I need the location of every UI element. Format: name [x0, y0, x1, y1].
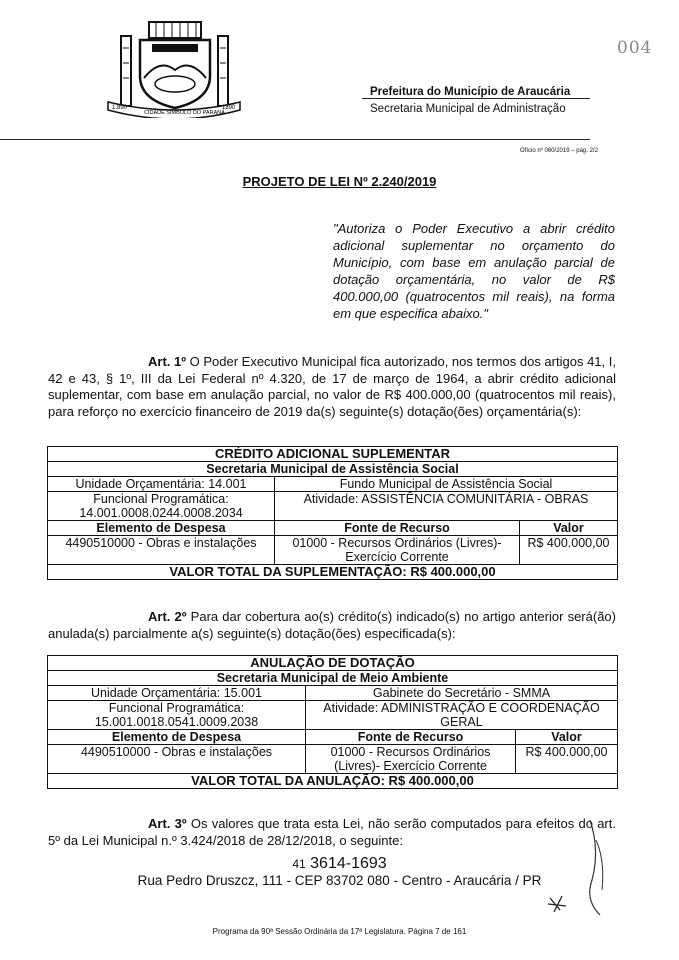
header-divider	[362, 98, 590, 99]
col-header-valor: Valor	[520, 521, 618, 536]
article-text: Para dar cobertura ao(s) crédito(s) indicado(s) no artigo anterior será(ão) anulada(s) parcialmente a(s) seguinte(s) dotação(ões) especificada(s):	[48, 609, 616, 641]
department-name: Secretaria Municipal de Administração	[370, 103, 566, 115]
table-funcional: Funcional Programática: 14.001.0008.0244.0008.2034	[48, 492, 275, 521]
table-unidade: Unidade Orçamentária: 15.001	[48, 686, 306, 701]
municipal-crest-logo	[104, 18, 244, 118]
phone-number: 3614-1693	[310, 855, 387, 872]
article-2	[48, 609, 616, 642]
table-gabinete: Gabinete do Secretário - SMMA	[306, 686, 618, 701]
document-reference: Ofício nº 060/2019 – pág. 2/2	[520, 148, 598, 154]
table-fundo: Fundo Municipal de Assistência Social	[275, 477, 618, 492]
page-stamp-number: 004	[617, 38, 653, 58]
page-title: PROJETO DE LEI Nº 2.240/2019	[242, 174, 437, 189]
article-label: Art. 3º	[148, 816, 187, 831]
table-secretaria: Secretaria Municipal de Assistência Social	[48, 462, 618, 477]
article-label: Art. 1º	[148, 354, 186, 369]
article-text: Os valores que trata esta Lei, não serão computados para efeitos do art. 5º da Lei Municipal n.º 3.424/2018 de 28/12/2018, o seguinte:	[48, 816, 616, 848]
cell-valor: R$ 400.000,00	[520, 536, 618, 565]
org-name: Prefeitura do Município de Araucária	[370, 86, 571, 98]
table-atividade: Atividade: ASSISTÊNCIA COMUNITÁRIA - OBRAS	[275, 492, 618, 521]
article-text: O Poder Executivo Municipal fica autorizado, nos termos dos artigos 41, I, 42 e 43, § 1º, III da Lei Federal nº 4.320, de 17 de março de 1964, a abrir crédito adicional suplementar, com base em anulação parcial, no valor de R$ 400.000,00 (quatrocentos mil reais), para reforço no exercício financeiro de 2019 da(s) seguinte(s) dotação(ões) orçamentária(s):	[48, 354, 616, 419]
col-header-elemento: Elemento de Despesa	[48, 521, 275, 536]
svg-text:CIDADE SÍMBOLO DO PARANÁ: CIDADE SÍMBOLO DO PARANÁ	[144, 110, 225, 116]
table-title: CRÉDITO ADICIONAL SUPLEMENTAR	[48, 447, 618, 462]
col-header-valor: Valor	[516, 730, 618, 745]
col-header-fonte: Fonte de Recurso	[306, 730, 516, 745]
cell-fonte: 01000 - Recursos Ordinários (Livres)- Exercício Corrente	[275, 536, 520, 565]
table-secretaria: Secretaria Municipal de Meio Ambiente	[48, 671, 618, 686]
svg-text:1890: 1890	[222, 105, 236, 111]
ementa-text: "Autoriza o Poder Executivo a abrir crédito adicional suplementar no orçamento do Município, com base em anulação parcial de dotação orçamentária, no valor de R$ 400.000,00 (quatrocentos mil reais), na forma em que especifica abaixo."	[333, 221, 615, 321]
col-header-fonte: Fonte de Recurso	[275, 521, 520, 536]
cell-fonte: 01000 - Recursos Ordinários (Livres)- Exercício Corrente	[306, 745, 516, 774]
annulment-table	[47, 655, 618, 789]
col-header-elemento: Elemento de Despesa	[48, 730, 306, 745]
cell-elemento: 4490510000 - Obras e instalações	[48, 745, 306, 774]
cell-elemento: 4490510000 - Obras e instalações	[48, 536, 275, 565]
table-title: ANULAÇÃO DE DOTAÇÃO	[48, 656, 618, 671]
table-atividade: Atividade: ADMINISTRAÇÃO E COORDENAÇÃO GERAL	[306, 701, 618, 730]
handwritten-signature	[530, 820, 620, 930]
page-footer: Programa da 90ª Sessão Ordinária da 17ª Legislatura. Página 7 de 161	[212, 927, 467, 936]
table-funcional: Funcional Programática: 15.001.0018.0541.0009.2038	[48, 701, 306, 730]
area-code: 41	[292, 857, 306, 871]
credit-table	[47, 446, 618, 580]
contact-address: Rua Pedro Druszcz, 111 - CEP 83702 080 - Centro - Araucária / PR	[137, 873, 542, 888]
article-label: Art. 2º	[148, 609, 187, 624]
cell-valor: R$ 400.000,00	[516, 745, 618, 774]
table-unidade: Unidade Orçamentária: 14.001	[48, 477, 275, 492]
table-total: VALOR TOTAL DA SUPLEMENTAÇÃO: R$ 400.000,00	[48, 565, 618, 580]
header-rule	[0, 139, 590, 140]
article-1	[48, 354, 616, 420]
svg-text:1.890: 1.890	[112, 105, 128, 111]
table-total: VALOR TOTAL DA ANULAÇÃO: R$ 400.000,00	[48, 774, 618, 789]
